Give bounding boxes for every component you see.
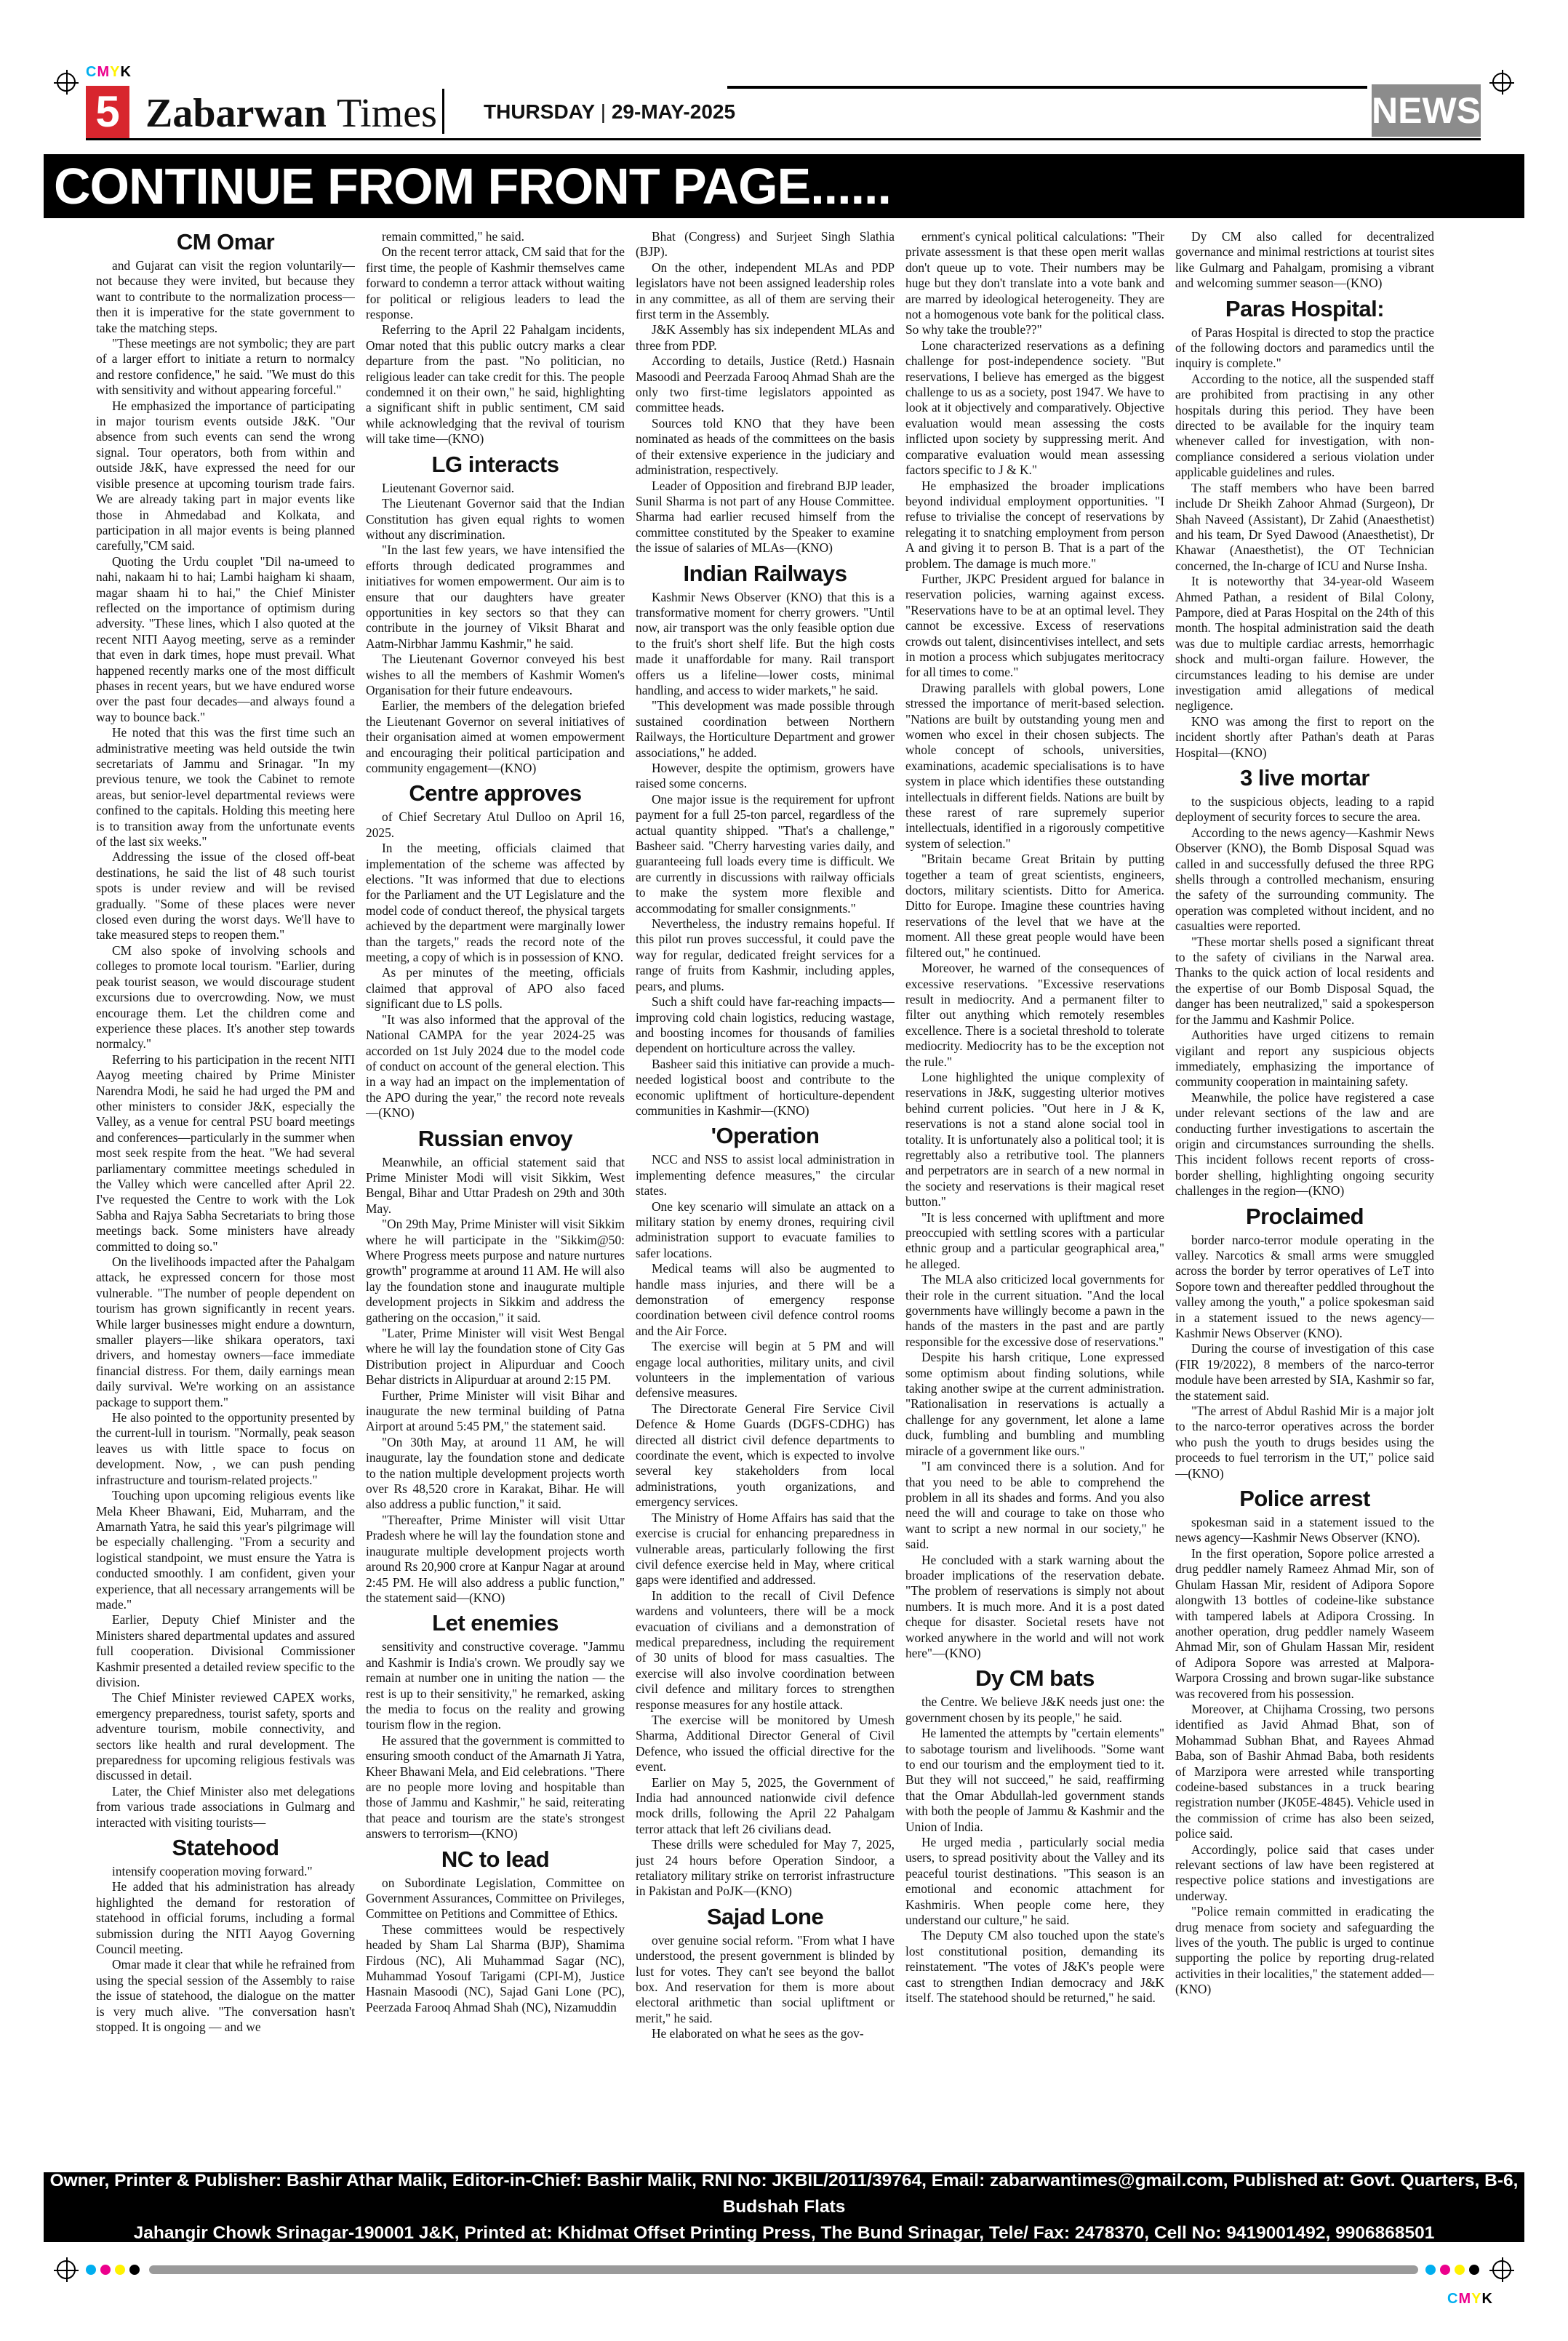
gray-bar	[149, 2265, 1418, 2274]
article-paragraph: KNO was among the first to report on the incident shortly after Pathan's death at Paras Hospital—(KNO)	[1175, 713, 1434, 760]
article-paragraph: The exercise will be monitored by Umesh Sharma, Additional Director General of Civil Defence, who issued the official directive for the event.	[636, 1712, 895, 1774]
imprint-line-2: Jahangir Chowk Srinagar-190001 J&K, Printed at: Khidmat Offset Printing Press, The Bund Srinagar, Tele/ Fax: 2478370, Cell No: 9419001492, 9906868501	[133, 2223, 1435, 2243]
article-paragraph: Despite his harsh critique, Lone expressed some optimism about finding solutions, while taking another swipe at the current administration. "Rationalisation in reservations is actually a challenge for any government, let alone a lame duck, fumbling and bumbling and mumbling miracle of a government like ours."	[905, 1350, 1164, 1458]
article-paragraph: Lone highlighted the unique complexity of reservations in J&K, suggesting ulterior motives behind current policies. "Out here in J & K, reservations is not a stand alone social tool in totality. It is unfortunately also a political tool; it is regrettably also a retributive tool. The planners and perpetrators are in search of a new normal in the society and reservations is their magical reset button."	[905, 1069, 1164, 1209]
article-headline: Dy CM bats	[975, 1665, 1095, 1692]
masthead-brand-main: Zabarwan	[145, 91, 327, 136]
article-paragraph: One major issue is the requirement for upfront payment for a full 25-ton parcel, regardless of the actual quantity shipped. "That's a challenge," Basheer said. "Cherry harvesting varies daily, and guaranteeing full loads every time is difficult. We are currently in discussions with railway officials to make the system more flexible and accommodating for smaller consignments."	[636, 791, 895, 916]
article-headline: Statehood	[172, 1835, 279, 1861]
article-headline: 'Operation	[711, 1123, 820, 1149]
article-paragraph: It is noteworthy that 34-year-old Waseem Ahmed Pathan, a resident of Bilal Colony, Pampore, died at Paras Hospital on the 24th of this month. The hospital administration said the death was due to multiple cardiac arrests, hemorrhagic shock and multi-organ failure. However, the circumstances leading to his demise are under investigation amid allegations of medical negligence.	[1175, 574, 1434, 713]
article-paragraph: The staff members who have been barred include Dr Sheikh Zahoor Ahmad (Surgeon), Dr Shah Naveed (Assistant), Dr Zahid (Anaesthetist) and his team, Dr Syed Dawood (Anaesthetist), Dr Khawar (Anaesthetist), the OT Technician concerned, the In-charge of ICU and Nurse Insha.	[1175, 480, 1434, 573]
article-paragraph: In the meeting, officials claimed that implementation of the scheme was affected by elections. "It was informed that due to elections for the Parliament and the UT Legislature and the model code of conduct thereof, the physical targets achieved by the department were marginally lower than the targets," reads the record note of the meeting, a copy of which is in possession of KNO.	[366, 841, 625, 965]
section-label: NEWS	[1372, 84, 1481, 137]
article-paragraph: "It is less concerned with upliftment and more preoccupied with settling scores with a particular ethnic group and a particular geographical area," he alleged.	[905, 1209, 1164, 1271]
article-paragraph: Referring to his participation in the recent NITI Aayog meeting chaired by Prime Minister Narendra Modi, he said he had urged the PM and other ministers to consider J&K, especially the Valley, as a venue for central PSU board meetings and conferences—particularly in the summer when most seek respite from the heat. "We had several parliamentary committee meetings scheduled in the Valley which were cancelled after April 22. I've requested the Centre to work with the Lok Sabha and Rajya Sabha Secretariats to bring those meetings back. Some ministers have already committed to doing so."	[96, 1052, 355, 1254]
article-paragraph: "It was also informed that the approval of the National CAMPA for the year 2024-25 was accorded on 1st July 2024 due to the model code of conduct on account of the general election. This in a way had an impact on the implementation of the APO during the year," the record note reveals—(KNO)	[366, 1012, 625, 1121]
article-paragraph: spokesman said in a statement issued to the news agency—Kashmir News Observer (KNO).	[1175, 1515, 1434, 1545]
article-headline: CM Omar	[176, 229, 275, 255]
registration-mark-bottom-left	[57, 2260, 76, 2279]
article-paragraph: "This development was made possible through sustained coordination between Northern Railways, the Horticulture Department and grower associations," he added.	[636, 698, 895, 760]
article-paragraph: The Ministry of Home Affairs has said that the exercise is crucial for enhancing preparedness in vulnerable areas, particularly following the first civil defence exercise held in May, where critical gaps were identified and addressed.	[636, 1510, 895, 1588]
color-dot	[1469, 2265, 1479, 2275]
color-dot	[1440, 2265, 1450, 2275]
article-paragraph: Sources told KNO that they have been nominated as heads of the committees on the basis of their extensive experience in the judiciary and administration, respectively.	[636, 415, 895, 478]
article-paragraph: Lone characterized reservations as a defining challenge for post-independence society. "But reservations, I believe has emerged as the biggest challenge to us as a society, post 1947. We have to look at it objectively and comparatively. Objective evaluation would mean assessing the costs inflicted upon society by suppressing merit. And comparative evaluation would mean assessing factors specific to J & K."	[905, 337, 1164, 478]
article-paragraph: Moreover, at Chijhama Crossing, two persons identified as Javid Ahmad Bhat, son of Mohammad Subhan Bhat, and Rayees Ahmad Baba, son of Bashir Ahmad Baba, both residents of Marzipora were arrested while transporting codeine-based substances in a truck bearing registration number (JK05E-4845). Vehicle used in the commission of crime has also been seized, police said.	[1175, 1701, 1434, 1841]
cmyk-mark-top: CMYK	[86, 64, 132, 80]
article-paragraph: sensitivity and constructive coverage. "Jammu and Kashmir is India's crown. We proudly say we remain at number one in uniting the nation — the rest is up to their sensitivity," he remarked, asking the media to focus on the reality and growing tourism flow in the region.	[366, 1639, 625, 1732]
article-paragraph: Earlier, the members of the delegation briefed the Lieutenant Governor on several initiatives of their organisation aimed at women empowerment and encouraging their political participation and community engagement—(KNO)	[366, 698, 625, 775]
article-paragraph: He elaborated on what he sees as the gov-	[652, 2026, 864, 2041]
color-dot	[86, 2265, 96, 2275]
article-paragraph: over genuine social reform. "From what I have understood, the present government is blinded by lust for votes. They can't see beyond the ballot box. And reservation for them is more about electoral arithmetic than social upliftment or merit," he said.	[636, 1932, 895, 2025]
article-paragraph: Referring to the April 22 Pahalgam incidents, Omar noted that this public outcry marks a clear departure from the past. "No politician, no religious leader can take credit for this. The people condemned it on their own," he said, highlighting a significant shift in public sentiment, CM said while acknowledging that the revival of tourism will take time—(KNO)	[366, 322, 625, 447]
article-paragraph: "In the last few years, we have intensified the efforts through dedicated programmes and initiatives for women empowerment. Our aim is to ensure that our daughters have greater opportunities in key sectors so that they can contribute in the journey of Viksit Bharat and Aatm-Nirbhar Jammu Kashmir," he said.	[366, 543, 625, 651]
article-paragraph: intensify cooperation moving forward."	[112, 1864, 313, 1879]
registration-mark-top-left	[57, 73, 76, 92]
article-paragraph: However, despite the optimism, growers have raised some concerns.	[636, 761, 895, 791]
masthead	[145, 90, 437, 137]
article-paragraph: "These meetings are not symbolic; they are part of a larger effort to initiate a return to normalcy and restore confidence," he said. "We must do this with sensitivity and without appearing forceful."	[96, 336, 355, 398]
article-headline: 3 live mortar	[1240, 765, 1369, 791]
article-paragraph: In addition to the recall of Civil Defence wardens and volunteers, there will be a mock evacuation of civilians and a demonstration of medical preparedness, including the requirement of 30 units of blood for mass casualties. The exercise will also involve coordination between civil defence and military forces to strengthen response measures for any hostile attack.	[636, 1588, 895, 1712]
article-paragraph: Medical teams will also be augmented to handle mass injuries, and there will be a demonstration of emergency response coordination between civil defence control rooms and the Air Force.	[636, 1261, 895, 1338]
article-paragraph: Kashmir News Observer (KNO) that this is a transformative moment for cherry growers. "Until now, air transport was the only feasible option due to the fruit's short shelf life. But the high costs made it unaffordable for many. Rail transport offers us a lifeline—lower costs, minimal handling, and access to wider markets," he said.	[636, 589, 895, 697]
dateline-day: THURSDAY	[484, 100, 595, 123]
article-paragraph: Accordingly, police said that cases under relevant sections of law have been registered at respective police stations and investigations are underway.	[1175, 1841, 1434, 1903]
article-paragraph: "Thereafter, Prime Minister will visit Uttar Pradesh where he will lay the foundation stone and inaugurate multiple development projects worth around Rs 20,900 crore at Kanpur Nagar at around 2:45 PM. He will also address a public function," the statement said—(KNO)	[366, 1512, 625, 1605]
article-paragraph: Further, Prime Minister will visit Bihar and inaugurate the new terminal building of Patna Airport at around 5:45 PM," the statement said.	[366, 1388, 625, 1434]
article-headline: Centre approves	[409, 780, 582, 807]
article-paragraph: Lieutenant Governor said.	[382, 480, 515, 495]
article-paragraph: of Paras Hospital is directed to stop the practice of the following doctors and paramedics until the inquiry is complete."	[1175, 324, 1434, 371]
color-dot	[1425, 2265, 1436, 2275]
article-paragraph: "Police remain committed in eradicating the drug menace from society and safeguarding the lives of the youth. The public is urged to continue supporting the police by reporting drug-related activities in their localities," the statement added—(KNO)	[1175, 1904, 1434, 1997]
cmyk-mark-bottom: CMYK	[1447, 2291, 1493, 2307]
article-paragraph: Earlier, Deputy Chief Minister and the Ministers shared departmental updates and assured full cooperation. Divisional Commissioner Kashmir presented a detailed review specific to the division.	[96, 1612, 355, 1689]
dateline-separator: |	[595, 100, 612, 123]
article-paragraph: He noted that this was the first time such an administrative meeting was held outside the twin secretariats of Jammu and Srinagar. "In my previous tenure, we took the Cabinet to remote areas, but senior-level departmental reviews were confined to the capitals. Holding this meeting here is to transition away from the unfortunate events of the last six weeks."	[96, 725, 355, 849]
color-dots-left	[86, 2265, 140, 2275]
page-number: 5	[86, 86, 129, 138]
article-paragraph: Touching upon upcoming religious events like Mela Kheer Bhawani, Eid, Muharram, and the Amarnath Yatra, he said this year's pilgrimage will be especially challenging. "From a security and logistical standpoint, we must ensure the Yatra is conducted smoothly. I am confident, given your experience, that all necessary arrangements will be made."	[96, 1488, 355, 1612]
article-paragraph: The MLA also criticized local governments for their role in the current situation. "And the local governments have willingly become a pawn in the hands of the masters in the past and are partly responsible for the excessive dose of reservations."	[905, 1272, 1164, 1349]
color-dot	[115, 2265, 125, 2275]
article-paragraph: Dy CM also called for decentralized governance and minimal restrictions at tourist sites like Gulmarg and Pahalgam, promising a vibrant and welcoming summer season—(KNO)	[1175, 229, 1434, 291]
article-paragraph: He emphasized the broader implications beyond individual employment opportunities. "I refuse to trivialise the concept of reservations by relegating it to snatching employment from person A and giving it to person B. That is a part of the problem. The damage is much more."	[905, 478, 1164, 571]
article-headline: Police arrest	[1239, 1486, 1370, 1512]
color-dots-right	[1425, 2265, 1479, 2275]
article-paragraph: CM also spoke of involving schools and colleges to promote local tourism. "Earlier, during peak tourist season, we would discourage student excursions due to overcrowding. Now, we must encourage them. Let the children come and experience these places. It's another step towards normalcy."	[96, 943, 355, 1052]
article-headline: Sajad Lone	[706, 1903, 824, 1929]
article-paragraph: Nevertheless, the industry remains hopeful. If this pilot run proves successful, it could pave the way for regular, dedicated freight services for a range of fruits from Kashmir, including apples, pears, and plums.	[636, 916, 895, 993]
article-paragraph: On the recent terror attack, CM said that for the first time, the people of Kashmir themselves came forward to condemn a terror attack without waiting for political or religious leaders to lead the response.	[366, 244, 625, 322]
article-paragraph: The Deputy CM also touched upon the state's lost constitutional position, demanding its reinstatement. "The votes of J&K's people were cast to strengthen Indian democracy and J&K itself. The statehood should be returned," he said.	[905, 1928, 1164, 2006]
article-paragraph: Later, the Chief Minister also met delegations from various trade associations in Gulmarg and interacted with visiting tourists—	[96, 1783, 355, 1830]
article-paragraph: He assured that the government is committed to ensuring smooth conduct of the Amarnath Ji Yatra, Kheer Bhawani Mela, and Eid celebrations. "There are no people more loving and hospitable than those of Jammu and Kashmir," he said, reiterating that peace and tourism are the state's strongest answers to terrorism—(KNO)	[366, 1732, 625, 1841]
registration-mark-bottom-right	[1492, 2260, 1511, 2279]
article-paragraph: The Directorate General Fire Service Civil Defence & Home Guards (DGFS-CDHG) has directed all district civil defence departments to coordinate the event, which is expected to involve several key stakeholders from local administrations, youth organizations, and emergency services.	[636, 1401, 895, 1510]
header-top-rule	[727, 86, 1367, 89]
article-paragraph: to the suspicious objects, leading to a rapid deployment of security forces to secure the area.	[1175, 794, 1434, 825]
article-paragraph: "These mortar shells posed a significant threat to the safety of civilians in the Narwal area. Thanks to the quick action of local residents and the expertise of our Bomb Disposal Squad, the danger has been neutralized," said a spokesperson for the Jammu and Kashmir Police.	[1175, 934, 1434, 1027]
masthead-brand-rest: Times	[336, 91, 437, 136]
article-paragraph: Basheer said this initiative can provide a much-needed logistical boost and contribute to the economic upliftment of horticulture-dependent communities in Kashmir—(KNO)	[636, 1056, 895, 1118]
article-paragraph: The Lieutenant Governor conveyed his best wishes to all the members of Kashmir Women's Organisation for their future endeavours.	[366, 652, 625, 697]
article-paragraph: remain committed," he said.	[382, 229, 524, 244]
article-paragraph: He added that his administration has already highlighted the demand for restoration of statehood in official forums, including a formal submission during the NITI Aayog Governing Council meeting.	[96, 1879, 355, 1957]
article-paragraph: "On 30th May, at around 11 AM, he will inaugurate, lay the foundation stone and dedicate to the nation multiple development projects worth over Rs 48,520 crore in Karakat, Bihar. He will also address a public function," it said.	[366, 1434, 625, 1512]
article-paragraph: According to details, Justice (Retd.) Hasnain Masoodi and Peerzada Farooq Ahmad Shah are the only two first-time legislators appointed as committee heads.	[636, 353, 895, 415]
article-paragraph: "On 29th May, Prime Minister will visit Sikkim where he will participate in the "Sikkim@50: Where Progress meets purpose and nature nurtures growth" programme at around 11 AM. He will also lay the foundation stone and inaugurate multiple development projects in Sikkim and address the gathering on the occasion," it said.	[366, 1217, 625, 1325]
article-paragraph: on Subordinate Legislation, Committee on Government Assurances, Committee on Privileges, Committee on Petitions and Committee of Ethics.	[366, 1875, 625, 1921]
article-paragraph: He also pointed to the opportunity presented by the current-lull in tourism. "Normally, peak season leaves us with little space to focus on development. Now, , we can push pending infrastructure and tourism-related projects."	[96, 1410, 355, 1487]
article-paragraph: "I am convinced there is a solution. And for that you need to be able to comprehend the problem in all its shades and forms. And you also need the will and courage to take on those who want to script a new normal in our society," he said.	[905, 1459, 1164, 1552]
article-paragraph: On the other, independent MLAs and PDP legislators have not been assigned leadership roles in any committee, as all of them are serving their first term in the Assembly.	[636, 260, 895, 322]
article-paragraph: He urged media , particularly social media users, to spread positivity about the Valley and its peaceful tourist destinations. "This season is an emotional and economic attachment for Kashmiris. When people come here, they understand our culture," he said.	[905, 1835, 1164, 1928]
article-paragraph: J&K Assembly has six independent MLAs and three from PDP.	[636, 322, 895, 353]
article-paragraph: Moreover, he warned of the consequences of excessive reservations. "Excessive reservations result in mediocrity. And a permanent filter to filter out anything which remotely resembles excellence. There is a societal threshold to tolerate mediocrity. Mediocrity has to be the exception not the rule."	[905, 961, 1164, 1069]
article-paragraph: These committees would be respectively headed by Sham Lal Sharma (BJP), Shamima Firdous (NC), Ali Muhammad Sagar (NC), Muhammad Yosouf Tarigami (CPI-M), Justice Hasnain Masoodi (NC), Sajad Gani Lone (PC), Peerzada Farooq Ahmad Shah (NC), Nizamuddin	[366, 1921, 625, 2014]
article-paragraph: According to the news agency—Kashmir News Observer (KNO), the Bomb Disposal Squad was called in and successfully defused the three RPG shells through a controlled mechanism, ensuring the safety of the surrounding community. The operation was completed without incident, and no casualties were reported.	[1175, 825, 1434, 934]
header-rule	[86, 138, 1481, 140]
article-paragraph: One key scenario will simulate an attack on a military station by enemy drones, requiring civil administration support to evacuate families to safer locations.	[636, 1198, 895, 1260]
article-paragraph: Meanwhile, an official statement said that Prime Minister Modi will visit Sikkim, West Bengal, Bihar and Uttar Pradesh on 29th and 30th May.	[366, 1154, 625, 1216]
article-column-1	[96, 229, 355, 2156]
article-paragraph: These drills were scheduled for May 7, 2025, just 24 hours before Operation Sindoor, a retaliatory military strike on terrorist infrastructure in Pakistan and PoJK—(KNO)	[636, 1837, 895, 1899]
article-paragraph: The Lieutenant Governor said that the Indian Constitution has given equal rights to women without any discrimination.	[366, 496, 625, 542]
article-paragraph: Earlier on May 5, 2025, the Government of India had announced nationwide civil defence mock drills, following the April 22 Pahalgam terror attack that left 26 civilians dead.	[636, 1774, 895, 1836]
article-paragraph: In the first operation, Sopore police arrested a drug peddler namely Rameez Ahmad Mir, son of Ghulam Hassan Mir, resident of Adipora Sopore alongwith 13 bottles of codeine-like substance with tampered labels at Adipora Crossing. In another operation, drug peddler namely Waseem Ahmad Mir, son of Ghulam Hassan Mir, resident of Adipora Sopore was arrested at Malpora-Warpora Crossing and brown sugar-like substance was recovered from his possession.	[1175, 1545, 1434, 1701]
dateline	[484, 100, 735, 124]
article-paragraph: On the livelihoods impacted after the Pahalgam attack, he expressed concern for those most vulnerable. "The number of people dependent on tourism has grown significantly in recent years. While larger businesses might endure a downturn, smaller players—like shikara operators, taxi drivers, and homestay owners—face immediate financial distress. For them, daily earnings mean daily survival. We're working on an assistance package to support them."	[96, 1254, 355, 1409]
article-headline: Paras Hospital:	[1225, 295, 1385, 321]
color-dot	[100, 2265, 111, 2275]
article-paragraph: and Gujarat can visit the region voluntarily—not because they were invited, but because they want to contribute to the normalization process—then it is imperative for the state government to take the matching steps.	[96, 258, 355, 335]
article-headline: Indian Railways	[683, 560, 847, 586]
article-paragraph: Quoting the Urdu couplet "Dil na-umeed to nahi, nakaam hi to hai; Lambi haigham ki shaam, magar shaam hi to hai," the Chief Minister reflected on the importance of optimism during adversity. "These lines, which I also quoted at the recent NITI Aayog meeting, serve as a reminder that even in dark times, hope must prevail. What happened recently marks one of the most difficult phases in recent years, but we have endured worse over the past four decades—and always found a way to bounce back."	[96, 553, 355, 724]
article-paragraph: of Chief Secretary Atul Dulloo on April 16, 2025.	[366, 809, 625, 840]
article-paragraph: According to the notice, all the suspended staff are prohibited from practising in any other hospitals during this period. They have been directed to be available for the inquiry team whenever called for investigation, with non-compliance considered a serious violation under applicable guidelines and rules.	[1175, 371, 1434, 480]
article-paragraph: During the course of investigation of this case (FIR 19/2022), 8 members of the narco-terror module have been arrested by SIA, Kashmir so far, the statement said.	[1175, 1341, 1434, 1403]
article-paragraph: The Chief Minister reviewed CAPEX works, emergency preparedness, tourist safety, sports and adventure tourism, mobile connectivity, and sectors like health and rural development. The preparedness for upcoming religious festivals was discussed in detail.	[96, 1690, 355, 1783]
article-headline: Russian envoy	[417, 1125, 573, 1151]
article-paragraph: Meanwhile, the police have registered a case under relevant sections of the law and are conducting further investigations to ascertain the origin and circumstances surrounding the shells. This incident follows recent reports of cross-border shelling, highlighting ongoing security challenges in the region—(KNO)	[1175, 1089, 1434, 1198]
article-paragraph: border narco-terror module operating in the valley. Narcotics & small arms were smuggled across the border by terror operatives of LeT into Sopore town and thereafter peddled throughout the valley among the youth," a police spokesman said in a statement issued to the news agency—Kashmir News Observer (KNO).	[1175, 1232, 1434, 1340]
masthead-separator	[442, 89, 444, 134]
page-banner: CONTINUE FROM FRONT PAGE......	[44, 154, 1524, 218]
imprint-footer	[44, 2172, 1524, 2242]
article-paragraph: ernment's cynical political calculations: "Their private assessment is that these open merit wallas don't queue up to vote. Their numbers may be huge but they don't translate into a vote bank and are marred by ideological heterogeneity. They are not a homogenous vote bank for the political class. So why take the trouble??"	[905, 229, 1164, 337]
article-column-3	[636, 229, 895, 2156]
article-paragraph: Addressing the issue of the closed off-beat destinations, he said the list of 48 such tourist spots is under review and will be revised gradually. "Some of these places were never closed even during the worst days. We'll have to take measured steps to reopen them."	[96, 849, 355, 943]
article-paragraph: "Britain became Great Britain by putting together a team of great scientists, engineers, doctors, military scientists. Ditto for America. Ditto for Europe. Imagine these countries having reservations of the level that we have at the moment. All these great people would have been filtered out," he continued.	[905, 852, 1164, 960]
article-paragraph: the Centre. We believe J&K needs just one: the government chosen by its people," he said.	[905, 1694, 1164, 1725]
article-column-5	[1175, 229, 1434, 2156]
registration-mark-top-right	[1492, 73, 1511, 92]
article-paragraph: Bhat (Congress) and Surjeet Singh Slathia (BJP).	[636, 229, 895, 260]
article-headline: Let enemies	[432, 1610, 559, 1636]
article-paragraph: The exercise will begin at 5 PM and will engage local authorities, military units, and civil volunteers in the implementation of various defensive measures.	[636, 1339, 895, 1401]
article-column-4	[905, 229, 1164, 2156]
article-paragraph: Further, JKPC President argued for balance in reservation policies, warning against excess. "Reservations have to be at an optimal level. They cannot be excessive. Excess of reservations crowds out talent, disincentivises intellect, and sets in motion a process which subjugates meritocracy for all times to come."	[905, 571, 1164, 680]
article-column-2	[366, 229, 625, 2156]
color-dot	[1455, 2265, 1465, 2275]
dateline-date: 29-MAY-2025	[611, 100, 736, 123]
article-paragraph: As per minutes of the meeting, officials claimed that approval of APO also faced significant due to LS polls.	[366, 965, 625, 1012]
article-paragraph: He emphasized the importance of participating in major tourism events outside J&K. "Our absence from such events can send the wrong signal. Tour operators, both from within and outside J&K, have expressed the need for our visible presence at upcoming tourism trade fairs. We are already taking part in major events like those in Ahmedabad and Kolkata, and participation in all major events is being planned carefully,"CM said.	[96, 398, 355, 553]
article-paragraph: Omar made it clear that while he refrained from using the special session of the Assembly to raise the issue of statehood, the dialogue on the matter is very much alive. "The conversation hasn't stopped. It is ongoing — and we	[96, 1957, 355, 2035]
imprint-line-1: Owner, Printer & Publisher: Bashir Athar Malik, Editor-in-Chief: Bashir Malik, RNI No: JKBIL/2011/39764, Email: zabarwantimes@gmail.com, Published at: Govt. Quarters, B-6, Budshah Flats	[49, 2171, 1519, 2217]
article-paragraph: He concluded with a stark warning about the broader implications of the reservation debate. "The problem of reservations is simply not about numbers. It is much more. And it is a post dated cheque for disaster. Societal resets have not worked anywhere in the world and will not work here"—(KNO)	[905, 1552, 1164, 1660]
article-paragraph: Such a shift could have far-reaching impacts—improving cold chain logistics, reducing wastage, and boosting incomes for thousands of families dependent on horticulture across the valley.	[636, 994, 895, 1056]
article-paragraph: Drawing parallels with global powers, Lone stressed the importance of merit-based selection. "Nations are built by outstanding young men and women who excel in their chosen subjects. The whole concept of schools, universities, examinations, academic specialisations is to have system in place which identifies these outstanding intellectuals in different fields. Nations are built by these rarest of rare supremely superior intellectuals, identified in a rigorously competitive system of selection."	[905, 680, 1164, 851]
article-paragraph: He lamented the attempts by "certain elements" to sabotage tourism and livelihoods. "Some want to end our tourism and the employment tied to it. But they will not succeed," he said, reaffirming that the Omar Abdullah-led government stands with both the people of Jammu & Kashmir and the Union of India.	[905, 1726, 1164, 1834]
article-headline: Proclaimed	[1245, 1203, 1364, 1229]
article-paragraph: Authorities have urged citizens to remain vigilant and report any suspicious objects immediately, emphasizing the importance of community cooperation in maintaining safety.	[1175, 1028, 1434, 1089]
article-paragraph: "The arrest of Abdul Rashid Mir is a major jolt to the narco-terror operatives across the border who push the youth to drugs besides using the proceeds to fuel terrorism in the UT," police said—(KNO)	[1175, 1404, 1434, 1481]
color-dot	[129, 2265, 140, 2275]
article-paragraph: "Later, Prime Minister will visit West Bengal where he will lay the foundation stone of City Gas Distribution project in Alipurduar and Cooch Behar districts in Alipurduar at around 2:15 PM.	[366, 1326, 625, 1388]
article-paragraph: Leader of Opposition and firebrand BJP leader, Sunil Sharma is not part of any House Committee. Sharma had earlier recused himself from the committee constituted by the Speaker to examine the issue of salaries of MLAs—(KNO)	[636, 478, 895, 556]
article-headline: LG interacts	[431, 451, 559, 477]
article-headline: NC to lead	[441, 1846, 550, 1872]
article-paragraph: NCC and NSS to assist local administration in implementing defence measures," the circular states.	[636, 1152, 895, 1198]
